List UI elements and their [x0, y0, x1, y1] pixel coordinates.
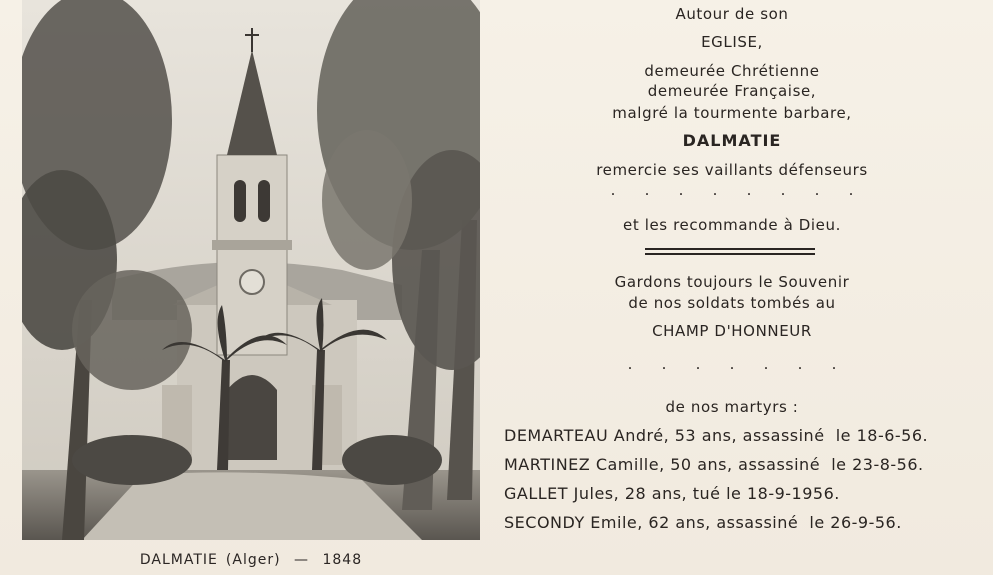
photo-caption	[22, 552, 480, 568]
martyr-name: DEMARTEAU André,	[504, 426, 670, 445]
martyr-name: GALLET Jules,	[504, 484, 620, 503]
double-rule-bottom	[645, 253, 815, 255]
martyr-fate: assassiné	[738, 455, 821, 474]
martyr-date: le 18-6-56.	[835, 426, 929, 445]
martyr-age: 50 ans,	[670, 455, 733, 474]
church-photo	[22, 0, 480, 540]
martyr-fate: assassiné	[716, 513, 799, 532]
martyr-row	[504, 484, 840, 503]
martyr-row	[504, 426, 928, 445]
text-line-10: de nos soldats tombés au	[628, 294, 836, 312]
caption-place: DALMATIE	[139, 552, 218, 568]
text-line-7: remercie ses vaillants défenseurs	[596, 161, 868, 179]
dot-separator-1: . . . . . . . .	[610, 181, 854, 199]
text-line-12: de nos martyrs :	[665, 398, 799, 416]
martyr-age: 62 ans,	[648, 513, 711, 532]
text-line-4: demeurée Française,	[647, 82, 817, 100]
text-line-5: malgré la tourmente barbare,	[612, 104, 852, 122]
double-rule-top	[645, 248, 815, 250]
caption-year: 1848	[322, 552, 363, 568]
martyr-date: le 23-8-56.	[831, 455, 924, 474]
champ-honneur: CHAMP D'HONNEUR	[652, 322, 812, 340]
text-line-9: Gardons toujours le Souvenir	[614, 273, 850, 291]
text-line-8: et les recommande à Dieu.	[623, 216, 841, 234]
martyr-row	[504, 455, 924, 474]
text-line-3: demeurée Chrétienne	[644, 62, 820, 80]
church-photo-icon	[22, 0, 480, 540]
martyr-date: le 18-9-1956.	[726, 484, 840, 503]
caption-dash: —	[294, 552, 310, 568]
martyr-name: MARTINEZ Camille,	[504, 455, 665, 474]
text-line-1: Autour de son	[675, 5, 789, 23]
martyr-row	[504, 513, 902, 532]
martyr-date: le 26-9-56.	[809, 513, 902, 532]
martyr-fate: tué	[692, 484, 721, 503]
martyr-age: 28 ans,	[624, 484, 688, 503]
caption-region: (Alger)	[225, 552, 281, 568]
dot-separator-2: . . . . . . .	[627, 355, 837, 373]
martyr-age: 53 ans,	[674, 426, 738, 445]
dalmatie-heading: DALMATIE	[682, 131, 782, 150]
martyr-fate: assassiné	[742, 426, 825, 445]
text-line-2: EGLISE,	[701, 33, 763, 51]
martyr-name: SECONDY Emile,	[504, 513, 643, 532]
